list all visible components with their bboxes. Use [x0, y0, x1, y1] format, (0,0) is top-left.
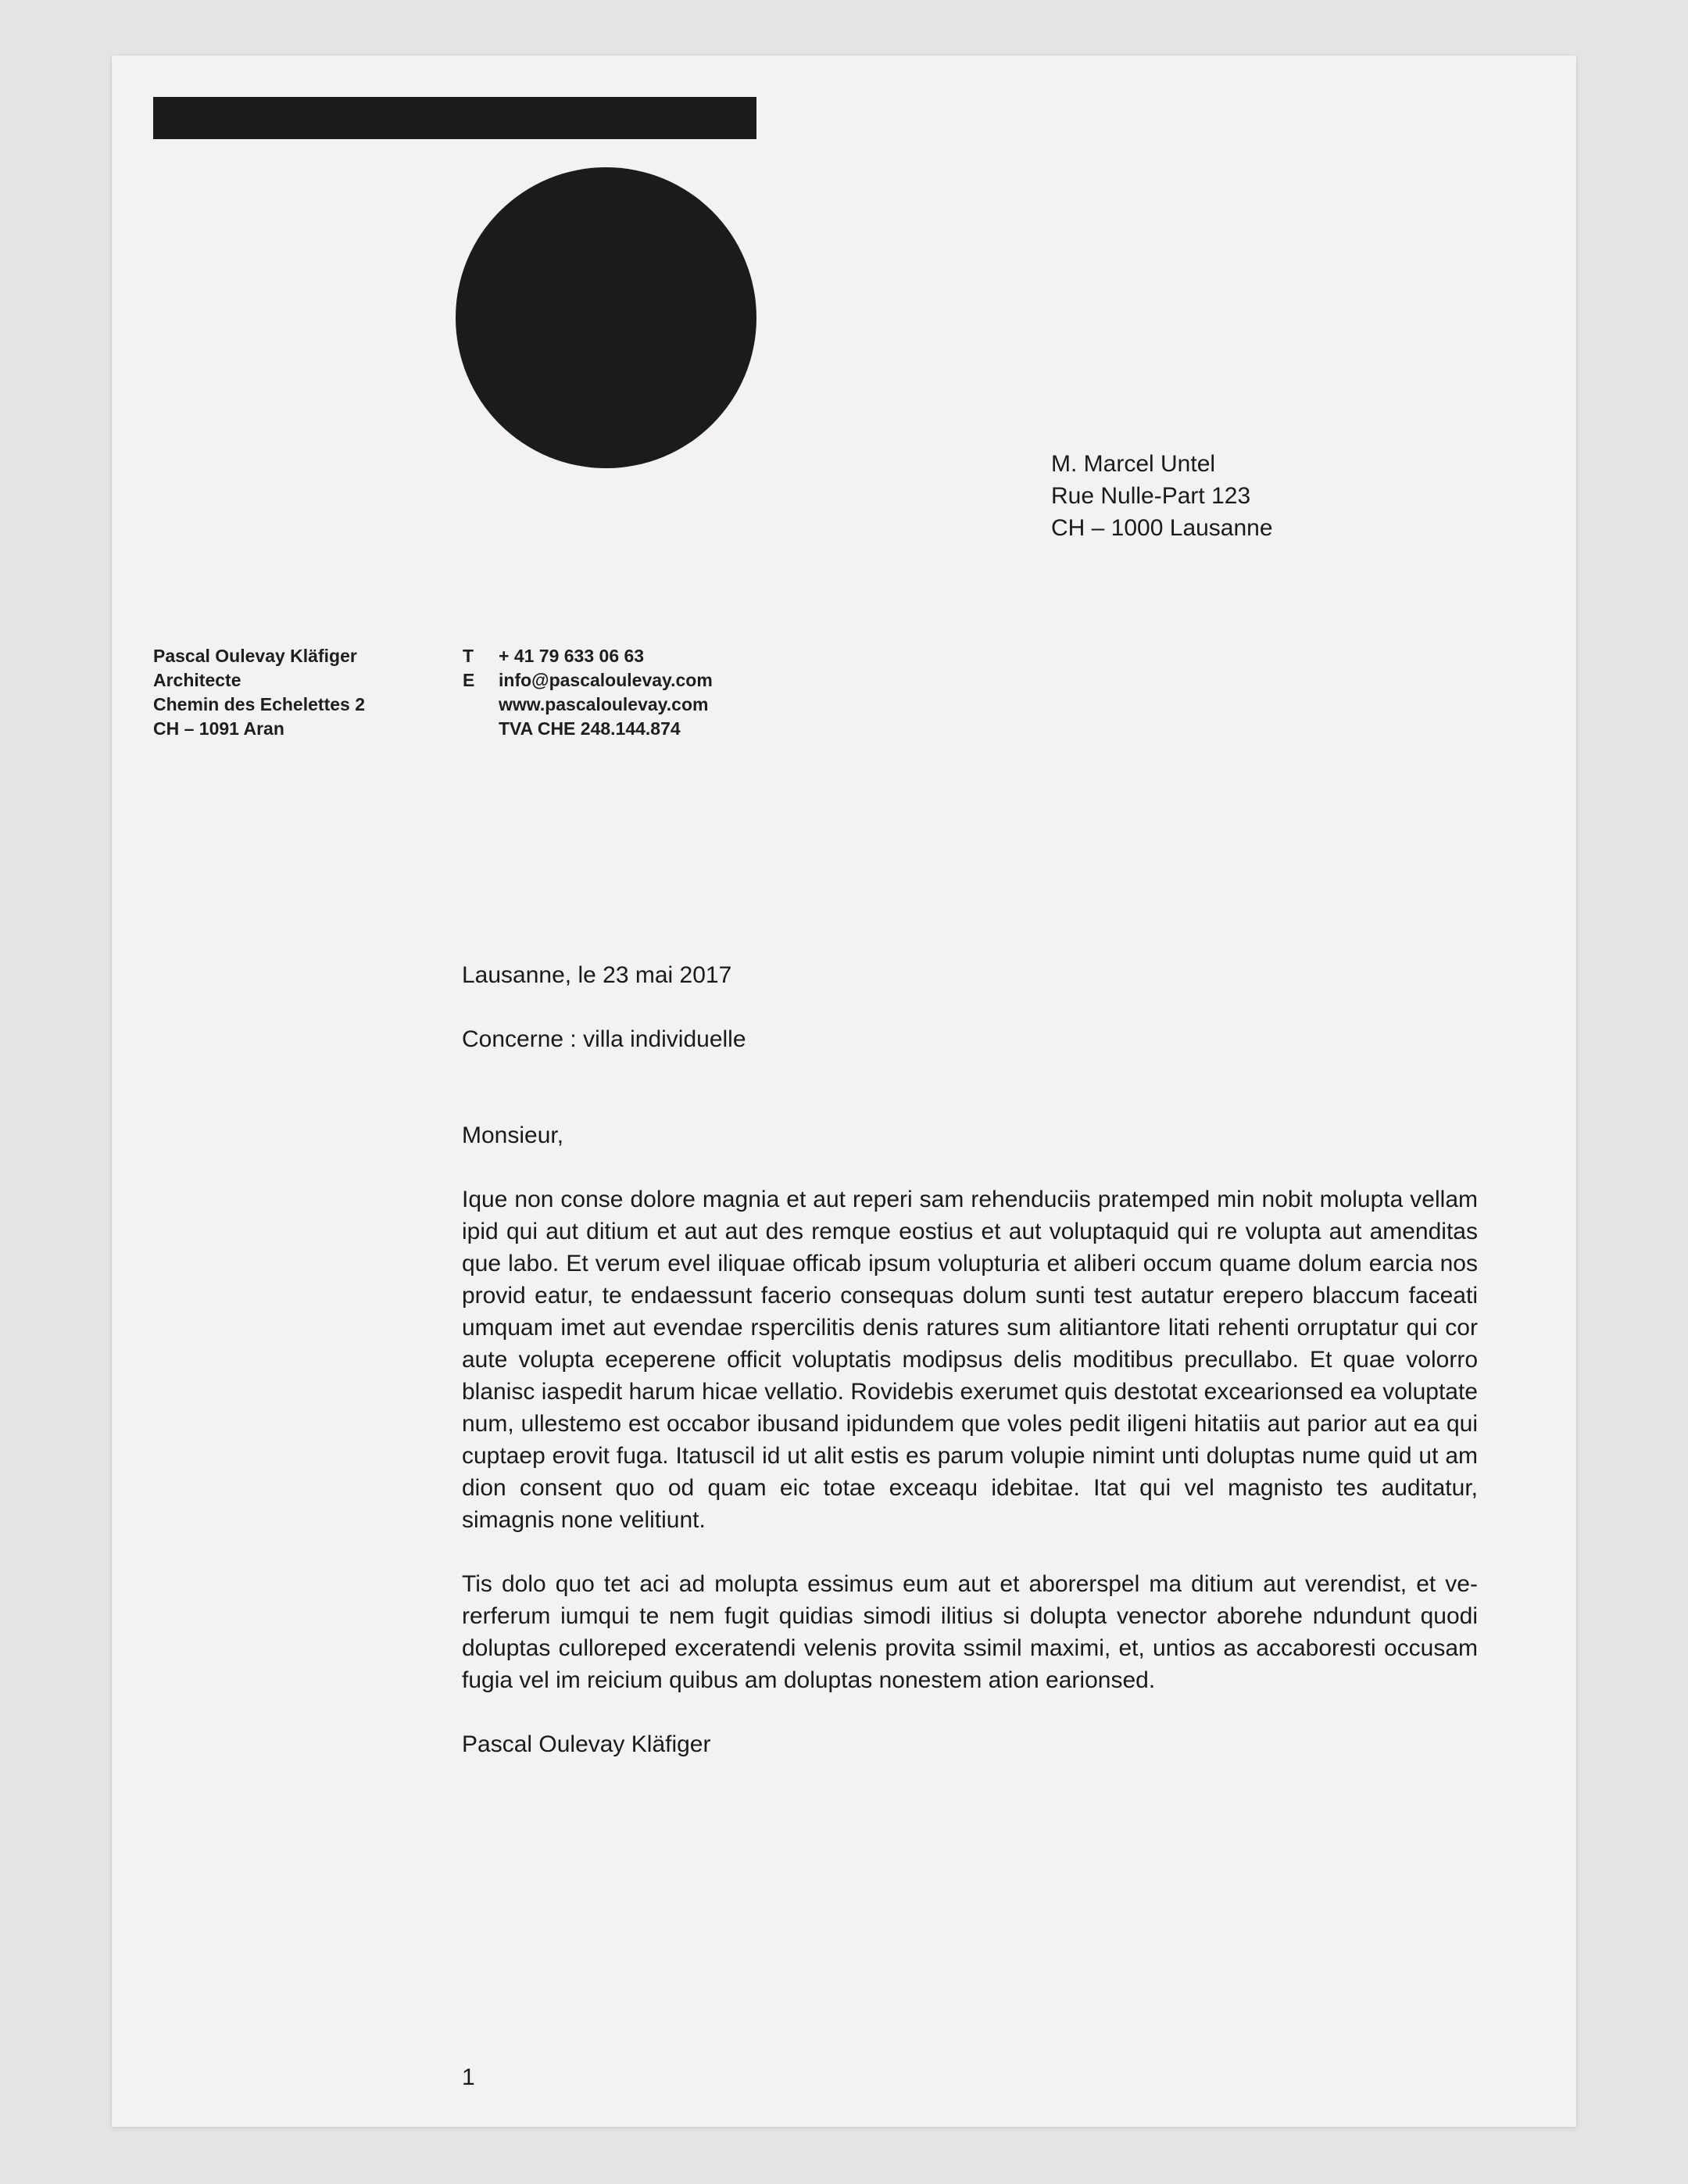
website: www.pascaloulevay.com: [499, 694, 709, 714]
contact-website-row: [463, 693, 713, 717]
letter-body: [462, 959, 1478, 1760]
contact-phone-row: [463, 644, 713, 668]
page-number: 1: [462, 2064, 475, 2090]
phone-label: T: [463, 646, 474, 666]
sender-street: Chemin des Echelettes 2: [153, 694, 365, 714]
phone-number: + 41 79 633 06 63: [499, 646, 645, 666]
letter-signature: Pascal Oulevay Kläfiger: [462, 1731, 711, 1757]
vat-number: TVA CHE 248.144.874: [499, 718, 681, 739]
contact-vat-row: [463, 717, 713, 741]
recipient-name: M. Marcel Untel: [1051, 451, 1216, 477]
email-label: E: [463, 670, 475, 690]
contact-details: [463, 644, 713, 741]
sender-name: Pascal Oulevay Kläfiger: [153, 646, 357, 666]
letter-subject: Concerne : villa individuelle: [462, 1026, 746, 1052]
logo-bar: [153, 97, 756, 139]
sender-city: CH – 1091 Aran: [153, 718, 284, 739]
letter-page: [112, 55, 1576, 2127]
letter-salutation: Monsieur,: [462, 1122, 564, 1148]
letter-date: Lausanne, le 23 mai 2017: [462, 962, 732, 988]
email-address: info@pascaloulevay.com: [499, 670, 713, 690]
recipient-address: [1051, 448, 1273, 544]
recipient-street: Rue Nulle-Part 123: [1051, 483, 1251, 509]
logo-circle: [456, 167, 756, 468]
recipient-city: CH – 1000 Lausanne: [1051, 515, 1273, 541]
sender-title: Architecte: [153, 670, 241, 690]
contact-email-row: [463, 668, 713, 693]
letter-paragraph: Tis dolo quo tet aci ad molupta essimus eum aut et aborerspel ma ditium aut verendist, et vererferum iumqui te nem fugit quidias simodi ilitius si dolupta venector aborehe ndundunt quodi doluptas culloreped exceratendi velenis provita ssimil maximi, et, untios as accaboresti occusam fugia vel im reicium quibus am doluptas nonestem ation earionsed.: [462, 1571, 1478, 1693]
sender-address: [153, 644, 365, 741]
letter-paragraph: Ique non conse dolore magnia et aut reperi sam rehenduciis pratemped min nobit molupta vellam ipid qui aut ditium et aut aut des remque eostius et aut voluptaquid qui re volupta aut amenditas que labo. Et verum evel iliquae officab ipsum volupturia et aliberi occum quame dolum earcia nos provid eatur, te endaessunt facerio consequas dolum sunti test autatur erepero blaccum faceati umquam imet aut evendae rspercilitis denis ratures sum alitiantore litati rehenti orruptatur qui cor aute volupta eceperene officit voluptatis modipsus delis moditibus precullabo. Et quae volorro blanisc iaspedit harum hicae vellatio. Rovidebis exerumet quis destotat excearionsed ea voluptate num, ullestemo est occabor ibusand ipidundem que voles pedit iligeni hitatiis aut parior aut ea qui cuptaep erovit fuga. Itatuscil id ut alit estis es parum volupie nimint unti doluptas nume quid ut am dion consent quo od quam eic totae exceaqu idebitae. Itat qui vel magnisto tes auditatur, simagnis none velitiunt.: [462, 1187, 1478, 1533]
